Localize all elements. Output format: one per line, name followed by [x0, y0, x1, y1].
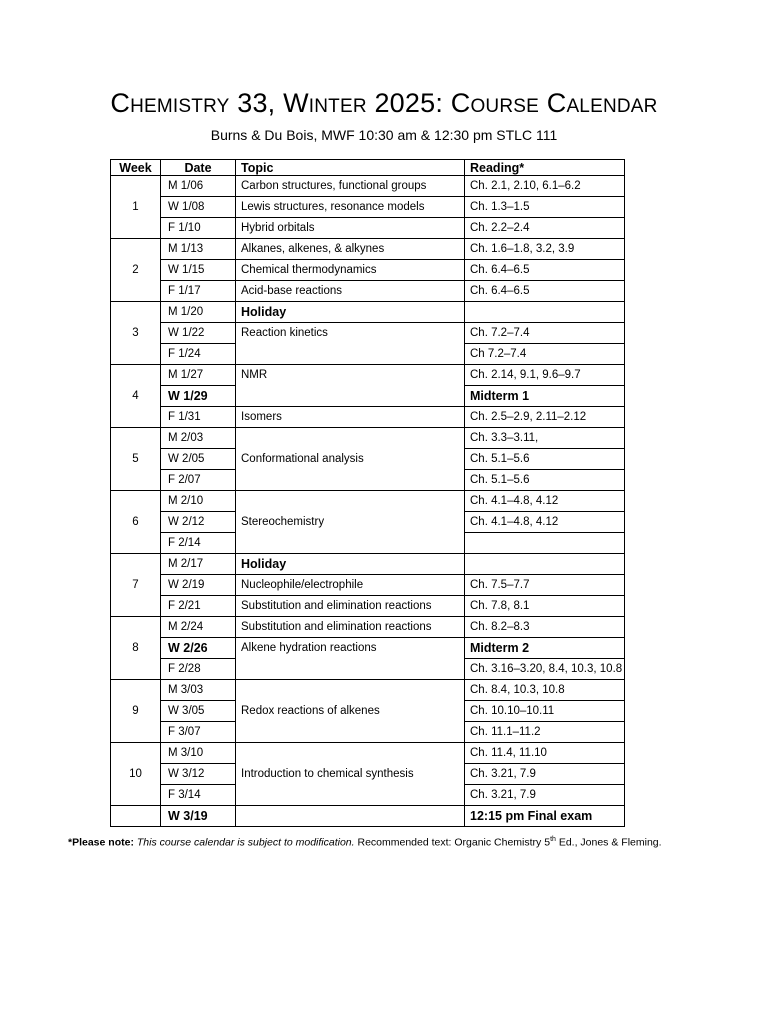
week-number	[111, 554, 161, 575]
reading-cell-exam: 12:15 pm Final exam	[465, 806, 625, 827]
table-row	[111, 218, 625, 239]
reading-cell: Ch. 2.2–2.4	[465, 218, 625, 239]
reading-cell: Ch. 5.1–5.6	[465, 449, 625, 470]
reading-cell: Ch. 7.2–7.4	[465, 323, 625, 344]
date-cell: F 3/07	[161, 722, 236, 743]
course-info: Burns & Du Bois, MWF 10:30 am & 12:30 pm STLC 111	[210, 127, 558, 143]
week-number: 10	[111, 764, 161, 785]
topic-cell	[236, 785, 465, 806]
table-row	[111, 596, 625, 617]
week-number	[111, 680, 161, 701]
reading-cell: Ch. 3.3–3.11,	[465, 428, 625, 449]
table-row	[111, 281, 625, 302]
week-number: 1	[111, 197, 161, 218]
table-row	[111, 470, 625, 491]
week-number	[111, 617, 161, 638]
date-cell-exam: W 3/19	[161, 806, 236, 827]
date-cell: F 1/24	[161, 344, 236, 365]
week-number	[111, 743, 161, 764]
table-row	[111, 428, 625, 449]
topic-cell: Nucleophile/electrophile	[236, 575, 465, 596]
date-cell: M 3/10	[161, 743, 236, 764]
title-text: C	[110, 88, 131, 118]
table-row	[111, 785, 625, 806]
reading-cell	[465, 533, 625, 554]
title-text: 2025:	[366, 88, 451, 118]
page-title	[0, 88, 768, 119]
week-number: 2	[111, 260, 161, 281]
reading-cell: Ch. 8.2–8.3	[465, 617, 625, 638]
footnote	[68, 836, 758, 849]
footnote-superscript: th	[550, 836, 556, 843]
week-number	[111, 596, 161, 617]
week-number	[111, 428, 161, 449]
week-number	[111, 491, 161, 512]
topic-cell-holiday: Holiday	[236, 554, 465, 575]
topic-cell: Introduction to chemical synthesis	[236, 764, 465, 785]
topic-cell	[236, 491, 465, 512]
reading-cell: Ch. 4.1–4.8, 4.12	[465, 491, 625, 512]
topic-cell: Chemical thermodynamics	[236, 260, 465, 281]
reading-cell	[465, 302, 625, 323]
title-text: hemistry	[130, 88, 230, 118]
table-row	[111, 302, 625, 323]
week-number	[111, 806, 161, 827]
week-number: 6	[111, 512, 161, 533]
week-number: 8	[111, 638, 161, 659]
footnote-label: *Please note:	[68, 836, 134, 849]
title-text: C	[450, 88, 471, 118]
week-number: 4	[111, 386, 161, 407]
reading-cell-exam: Midterm 1	[465, 386, 625, 407]
reading-cell: Ch. 11.4, 11.10	[465, 743, 625, 764]
week-number	[111, 281, 161, 302]
date-cell: M 2/24	[161, 617, 236, 638]
title-text: inter	[308, 88, 367, 118]
table-row	[111, 176, 625, 197]
topic-cell: Hybrid orbitals	[236, 218, 465, 239]
reading-cell: Ch. 2.14, 9.1, 9.6–9.7	[465, 365, 625, 386]
week-number	[111, 722, 161, 743]
reading-cell: Ch 7.2–7.4	[465, 344, 625, 365]
topic-cell: NMR	[236, 365, 465, 386]
date-cell-exam: W 2/26	[161, 638, 236, 659]
title-text: 33,	[229, 88, 284, 118]
reading-cell: Ch. 7.8, 8.1	[465, 596, 625, 617]
week-number	[111, 533, 161, 554]
week-number: 3	[111, 323, 161, 344]
date-cell: M 2/17	[161, 554, 236, 575]
table-row	[111, 680, 625, 701]
date-cell: W 2/05	[161, 449, 236, 470]
week-number	[111, 239, 161, 260]
title-text: C	[546, 88, 567, 118]
date-cell: M 1/13	[161, 239, 236, 260]
week-number	[111, 785, 161, 806]
table-row	[111, 575, 625, 596]
table-row	[111, 323, 625, 344]
table-row	[111, 344, 625, 365]
topic-cell: Alkene hydration reactions	[236, 638, 465, 659]
date-cell: W 1/15	[161, 260, 236, 281]
week-number	[111, 176, 161, 197]
topic-cell: Carbon structures, functional groups	[236, 176, 465, 197]
week-number	[111, 218, 161, 239]
topic-cell: Substitution and elimination reactions	[236, 617, 465, 638]
date-cell: W 2/19	[161, 575, 236, 596]
topic-cell	[236, 743, 465, 764]
date-cell: F 1/10	[161, 218, 236, 239]
week-number: 5	[111, 449, 161, 470]
date-cell: W 3/05	[161, 701, 236, 722]
header-reading: Reading*	[465, 160, 625, 176]
date-cell: F 1/31	[161, 407, 236, 428]
table-row	[111, 386, 625, 407]
header-date: Date	[161, 160, 236, 176]
week-number	[111, 407, 161, 428]
table-row	[111, 533, 625, 554]
reading-cell: Ch. 2.1, 2.10, 6.1–6.2	[465, 176, 625, 197]
date-cell: F 2/21	[161, 596, 236, 617]
date-cell: M 2/10	[161, 491, 236, 512]
table-row	[111, 554, 625, 575]
reading-cell: Ch. 7.5–7.7	[465, 575, 625, 596]
date-cell: F 3/14	[161, 785, 236, 806]
table-row	[111, 407, 625, 428]
reading-cell: Ch. 10.10–10.11	[465, 701, 625, 722]
date-cell: F 2/14	[161, 533, 236, 554]
date-cell-exam: W 1/29	[161, 386, 236, 407]
table-row	[111, 365, 625, 386]
table-row	[111, 701, 625, 722]
reading-cell: Ch. 8.4, 10.3, 10.8	[465, 680, 625, 701]
topic-cell: Conformational analysis	[236, 449, 465, 470]
table-header-row	[111, 160, 625, 176]
topic-cell	[236, 386, 465, 407]
reading-cell: Ch. 3.21, 7.9	[465, 785, 625, 806]
topic-cell: Stereochemistry	[236, 512, 465, 533]
footnote-text: Recommended text: Organic Chemistry 5	[354, 836, 551, 849]
topic-cell-holiday: Holiday	[236, 302, 465, 323]
date-cell: F 2/07	[161, 470, 236, 491]
reading-cell: Ch. 2.5–2.9, 2.11–2.12	[465, 407, 625, 428]
table-row	[111, 449, 625, 470]
topic-cell: Substitution and elimination reactions	[236, 596, 465, 617]
header-topic: Topic	[236, 160, 465, 176]
title-text	[539, 88, 547, 118]
topic-cell	[236, 428, 465, 449]
table-row	[111, 197, 625, 218]
date-cell: W 2/12	[161, 512, 236, 533]
table-row	[111, 638, 625, 659]
topic-cell: Isomers	[236, 407, 465, 428]
date-cell: W 3/12	[161, 764, 236, 785]
table-row-final	[111, 806, 625, 827]
topic-cell	[236, 470, 465, 491]
date-cell: M 2/03	[161, 428, 236, 449]
date-cell: M 1/06	[161, 176, 236, 197]
topic-cell: Alkanes, alkenes, & alkynes	[236, 239, 465, 260]
reading-cell	[465, 554, 625, 575]
date-cell: W 1/08	[161, 197, 236, 218]
week-number	[111, 470, 161, 491]
table-row	[111, 239, 625, 260]
topic-cell	[236, 806, 465, 827]
date-cell: F 2/28	[161, 659, 236, 680]
week-number: 9	[111, 701, 161, 722]
week-number	[111, 344, 161, 365]
title-text: alendar	[566, 88, 658, 118]
week-number	[111, 365, 161, 386]
header-week: Week	[111, 160, 161, 176]
topic-cell	[236, 344, 465, 365]
topic-cell	[236, 659, 465, 680]
date-cell: M 1/27	[161, 365, 236, 386]
date-cell: W 1/22	[161, 323, 236, 344]
title-text: W	[283, 88, 309, 118]
week-number: 7	[111, 575, 161, 596]
date-cell: M 3/03	[161, 680, 236, 701]
topic-cell: Reaction kinetics	[236, 323, 465, 344]
reading-cell: Ch. 6.4–6.5	[465, 260, 625, 281]
date-cell: M 1/20	[161, 302, 236, 323]
reading-cell-exam: Midterm 2	[465, 638, 625, 659]
table-row	[111, 512, 625, 533]
table-row	[111, 722, 625, 743]
reading-cell: Ch. 4.1–4.8, 4.12	[465, 512, 625, 533]
table-row	[111, 764, 625, 785]
reading-cell: Ch. 1.3–1.5	[465, 197, 625, 218]
reading-cell: Ch. 1.6–1.8, 3.2, 3.9	[465, 239, 625, 260]
reading-cell: Ch. 11.1–11.2	[465, 722, 625, 743]
footnote-disclaimer: This course calendar is subject to modification.	[136, 836, 355, 849]
reading-cell: Ch. 3.21, 7.9	[465, 764, 625, 785]
table-row	[111, 491, 625, 512]
topic-cell: Acid-base reactions	[236, 281, 465, 302]
topic-cell	[236, 533, 465, 554]
reading-cell: Ch. 3.16–3.20, 8.4, 10.3, 10.8	[465, 659, 625, 680]
week-number	[111, 659, 161, 680]
date-cell: F 1/17	[161, 281, 236, 302]
footnote-text: Ed., Jones & Fleming.	[555, 836, 662, 849]
course-calendar-table	[110, 159, 625, 827]
topic-cell	[236, 680, 465, 701]
title-text: ourse	[470, 88, 540, 118]
table-row	[111, 617, 625, 638]
table-row	[111, 743, 625, 764]
topic-cell: Redox reactions of alkenes	[236, 701, 465, 722]
reading-cell: Ch. 5.1–5.6	[465, 470, 625, 491]
topic-cell: Lewis structures, resonance models	[236, 197, 465, 218]
table-row	[111, 659, 625, 680]
reading-cell: Ch. 6.4–6.5	[465, 281, 625, 302]
week-number	[111, 302, 161, 323]
topic-cell	[236, 722, 465, 743]
table-row	[111, 260, 625, 281]
